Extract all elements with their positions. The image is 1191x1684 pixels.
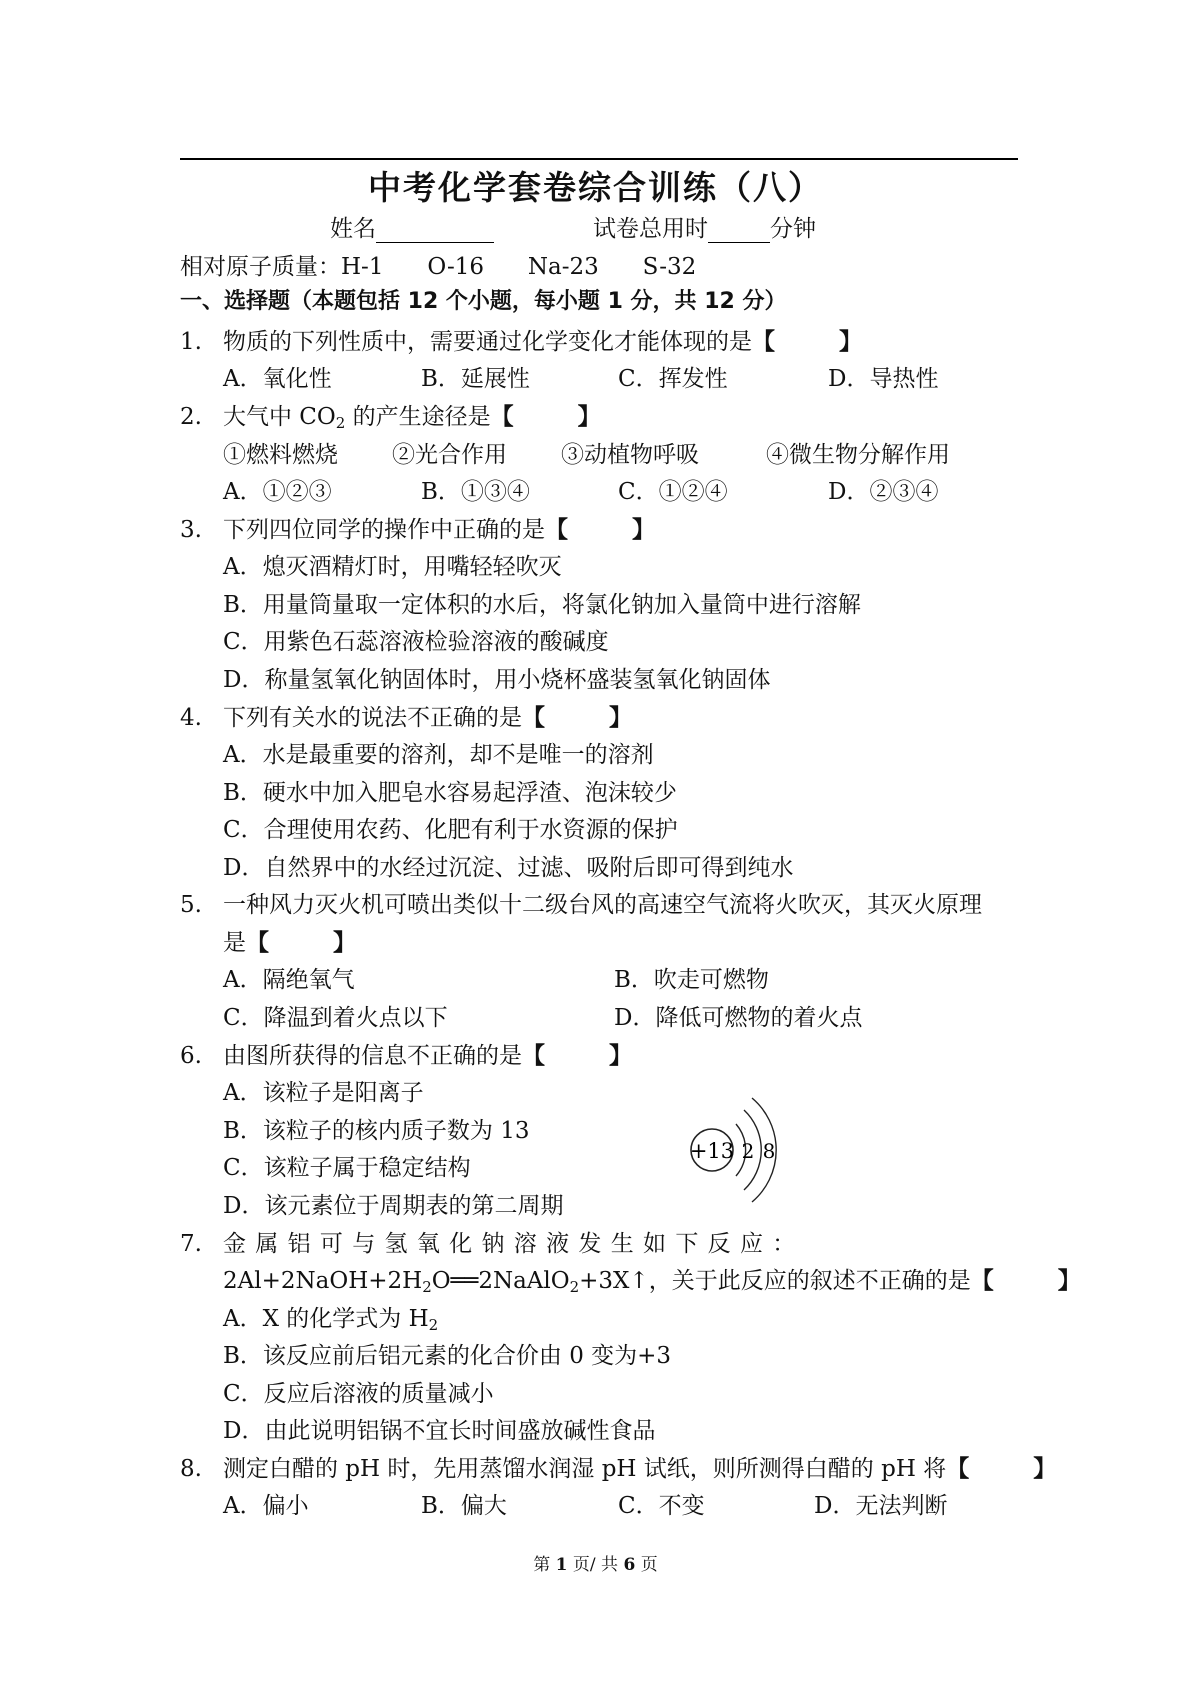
question-stem: 下列有关水的说法不正确的是 bbox=[223, 705, 522, 731]
nucleus-charge: +13 bbox=[689, 1139, 735, 1163]
option-c[interactable]: C．合理使用农药、化肥有利于水资源的保护 bbox=[223, 817, 678, 843]
question-stem: +3X↑，关于此反应的叙述不正确的是 bbox=[579, 1268, 971, 1294]
time-blank[interactable] bbox=[708, 218, 770, 243]
question-number: 8. bbox=[180, 1456, 202, 1482]
shell-2-electrons: 8 bbox=[762, 1139, 776, 1163]
question-5-cont bbox=[223, 928, 356, 958]
subscript: 2 bbox=[428, 1316, 439, 1334]
equation: 2Al+2NaOH+2H bbox=[223, 1268, 423, 1294]
option-c[interactable]: C．不变 bbox=[618, 1493, 705, 1519]
atomic-structure-diagram bbox=[680, 1090, 790, 1215]
option-d[interactable]: D．导热性 bbox=[828, 366, 939, 392]
option-c[interactable]: C．挥发性 bbox=[618, 366, 728, 392]
name-label: 姓名 bbox=[330, 216, 376, 242]
answer-bracket[interactable]: 【 】 bbox=[970, 1268, 1081, 1294]
question-stem: 一种风力灭火机可喷出类似十二级台风的高速空气流将火吹灭，其灭火原理 bbox=[223, 892, 982, 918]
answer-bracket[interactable]: 【 】 bbox=[522, 1043, 633, 1069]
footer-text: 第 bbox=[533, 1555, 556, 1575]
option-d[interactable]: D．②③④ bbox=[828, 479, 939, 505]
question-stem: 由图所获得的信息不正确的是 bbox=[223, 1043, 522, 1069]
question-number: 5. bbox=[180, 892, 202, 918]
option-c[interactable]: C．①②④ bbox=[618, 479, 728, 505]
answer-bracket[interactable]: 【 】 bbox=[490, 404, 601, 430]
question-stem: 下列四位同学的操作中正确的是 bbox=[223, 517, 545, 543]
option-a[interactable]: A．水是最重要的溶剂，却不是唯一的溶剂 bbox=[223, 742, 654, 768]
option-a[interactable]: A．该粒子是阳离子 bbox=[223, 1080, 424, 1106]
footer-text: 页/ 共 bbox=[567, 1555, 624, 1575]
option-b[interactable]: B．用量筒量取一定体积的水后，将氯化钠加入量筒中进行溶解 bbox=[223, 592, 861, 618]
page-number: 1 bbox=[555, 1555, 568, 1575]
question-number: 7. bbox=[180, 1231, 202, 1257]
option-b[interactable]: B．吹走可燃物 bbox=[614, 967, 769, 993]
option-a[interactable]: A．偏小 bbox=[223, 1493, 309, 1519]
shell-1-electrons: 2 bbox=[741, 1139, 755, 1163]
option-a-text: A．X 的化学式为 H bbox=[223, 1306, 429, 1332]
question-7-equation bbox=[223, 1266, 1081, 1296]
option-b[interactable]: B．该粒子的核内质子数为 13 bbox=[223, 1118, 530, 1144]
option-b[interactable]: B．延展性 bbox=[421, 366, 530, 392]
subscript: 2 bbox=[335, 414, 346, 432]
question-number: 6. bbox=[180, 1043, 202, 1069]
option-c[interactable]: C．该粒子属于稳定结构 bbox=[223, 1155, 471, 1181]
subscript: 2 bbox=[569, 1278, 580, 1296]
option-d[interactable]: D．自然界中的水经过沉淀、过滤、吸附后即可得到纯水 bbox=[223, 855, 794, 881]
list-item: ③动植物呼吸 bbox=[561, 442, 699, 468]
answer-bracket[interactable]: 【 】 bbox=[752, 329, 863, 355]
answer-bracket[interactable]: 【 】 bbox=[246, 930, 357, 956]
top-rule bbox=[180, 158, 1018, 160]
question-stem: 的产生途径是 bbox=[345, 404, 491, 430]
answer-bracket[interactable]: 【 】 bbox=[545, 517, 656, 543]
option-a[interactable]: A．隔绝氧气 bbox=[223, 967, 355, 993]
question-number: 2. bbox=[180, 404, 202, 430]
time-field bbox=[593, 210, 816, 243]
footer-text: 页 bbox=[635, 1555, 658, 1575]
option-b[interactable]: B．该反应前后铝元素的化合价由 0 变为+3 bbox=[223, 1343, 672, 1369]
name-field bbox=[330, 210, 494, 243]
list-item: ①燃料燃烧 bbox=[223, 442, 338, 468]
time-label: 试卷总用时 bbox=[593, 216, 708, 242]
equation: O══2NaAlO bbox=[431, 1268, 570, 1294]
option-d[interactable]: D．降低可燃物的着火点 bbox=[614, 1005, 863, 1031]
answer-bracket[interactable]: 【 】 bbox=[522, 705, 633, 731]
atomic-mass: 相对原子质量：H-1 O-16 Na-23 S-32 bbox=[180, 254, 697, 280]
option-d[interactable]: D．由此说明铝锅不宜长时间盛放碱性食品 bbox=[223, 1418, 656, 1444]
question-number: 3. bbox=[180, 517, 202, 543]
name-blank[interactable] bbox=[376, 218, 494, 243]
option-c[interactable]: C．反应后溶液的质量减小 bbox=[223, 1381, 494, 1407]
option-c[interactable]: C．用紫色石蕊溶液检验溶液的酸碱度 bbox=[223, 629, 609, 655]
list-item: ②光合作用 bbox=[392, 442, 507, 468]
total-pages: 6 bbox=[623, 1555, 636, 1575]
time-unit: 分钟 bbox=[770, 216, 816, 242]
option-d[interactable]: D．该元素位于周期表的第二周期 bbox=[223, 1193, 564, 1219]
option-d[interactable]: D．称量氢氧化钠固体时，用小烧杯盛装氢氧化钠固体 bbox=[223, 667, 771, 693]
option-a[interactable]: A．熄灭酒精灯时，用嘴轻轻吹灭 bbox=[223, 554, 562, 580]
question-number: 1. bbox=[180, 329, 202, 355]
list-item: ④微生物分解作用 bbox=[766, 442, 950, 468]
option-a[interactable]: A．氧化性 bbox=[223, 366, 332, 392]
option-b[interactable]: B．硬水中加入肥皂水容易起浮渣、泡沫较少 bbox=[223, 780, 677, 806]
question-number: 4. bbox=[180, 705, 202, 731]
option-b[interactable]: B．偏大 bbox=[421, 1493, 507, 1519]
question-stem: 大气中 CO bbox=[223, 404, 336, 430]
option-c[interactable]: C．降温到着火点以下 bbox=[223, 1005, 448, 1031]
subscript: 2 bbox=[422, 1278, 432, 1296]
question-stem: 金 属 铝 可 与 氢 氧 化 钠 溶 液 发 生 如 下 反 应 ： bbox=[223, 1231, 797, 1257]
option-a[interactable]: A．①②③ bbox=[223, 479, 332, 505]
option-a[interactable] bbox=[223, 1304, 438, 1334]
section-heading: 一、选择题（本题包括 12 个小题，每小题 1 分，共 12 分） bbox=[180, 289, 787, 314]
question-stem: 是 bbox=[223, 930, 246, 956]
answer-bracket[interactable]: 【 】 bbox=[946, 1456, 1057, 1482]
question-stem: 物质的下列性质中，需要通过化学变化才能体现的是 bbox=[223, 329, 752, 355]
option-d[interactable]: D．无法判断 bbox=[814, 1493, 948, 1519]
page-title: 中考化学套卷综合训练（八） bbox=[368, 168, 823, 207]
question-stem: 测定白醋的 pH 时，先用蒸馏水润湿 pH 试纸，则所测得白醋的 pH 将 bbox=[223, 1456, 947, 1482]
page-footer bbox=[0, 1550, 1191, 1575]
option-b[interactable]: B．①③④ bbox=[421, 479, 530, 505]
